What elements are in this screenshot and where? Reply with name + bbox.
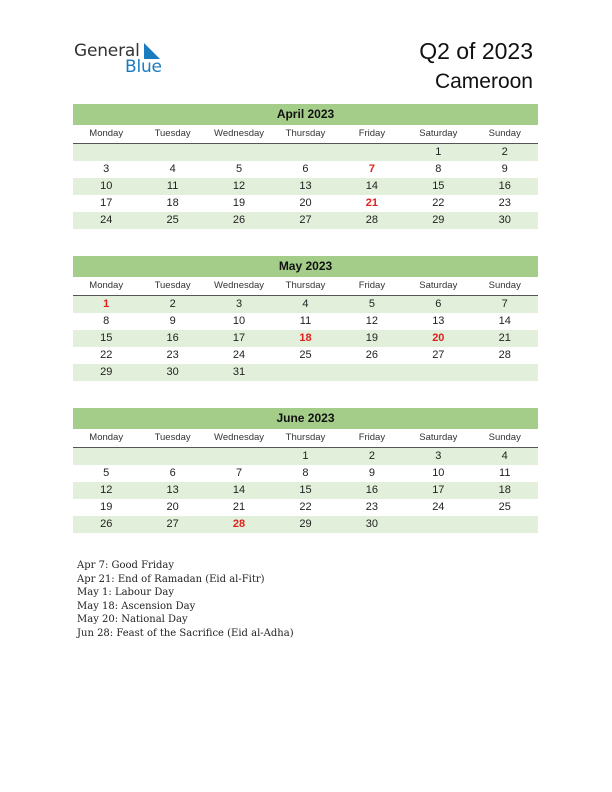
day-cell bbox=[339, 144, 405, 161]
day-cell: 8 bbox=[435, 163, 442, 175]
day-cell: 21 bbox=[232, 501, 246, 513]
day-cell: 11 bbox=[166, 180, 179, 192]
day-cell: 13 bbox=[432, 315, 445, 327]
day-cell: 19 bbox=[100, 501, 113, 513]
day-cell: 14 bbox=[498, 315, 511, 327]
brand-word-general: General bbox=[74, 41, 140, 61]
day-cell: 24 bbox=[232, 349, 246, 361]
week-row bbox=[73, 296, 538, 313]
day-cell: 8 bbox=[103, 315, 110, 327]
day-cell: 16 bbox=[166, 332, 179, 344]
day-cell: 13 bbox=[299, 180, 312, 192]
day-cell: 4 bbox=[501, 450, 508, 462]
day-cell: 17 bbox=[100, 197, 113, 209]
holiday-day-cell: 20 bbox=[432, 332, 445, 344]
day-cell: 11 bbox=[499, 467, 511, 479]
day-cell: 4 bbox=[169, 163, 176, 175]
week-row bbox=[73, 465, 538, 482]
day-cell: 21 bbox=[498, 332, 511, 344]
day-cell: 10 bbox=[432, 467, 445, 479]
day-cell bbox=[139, 144, 205, 161]
month-title: April 2023 bbox=[73, 104, 538, 125]
day-cell: 5 bbox=[235, 163, 243, 175]
month-may bbox=[73, 256, 538, 381]
day-cell: 3 bbox=[103, 163, 110, 175]
day-cell: 27 bbox=[299, 214, 312, 226]
holiday-note: May 20: National Day bbox=[77, 614, 188, 625]
day-cell: 28 bbox=[498, 349, 511, 361]
holiday-note: Apr 21: End of Ramadan (Eid al-Fitr) bbox=[77, 573, 265, 585]
day-cell: 2 bbox=[368, 450, 375, 462]
weekday-label: Sunday bbox=[488, 280, 521, 291]
week-row bbox=[73, 161, 538, 178]
day-cell: 19 bbox=[365, 332, 379, 344]
day-cell bbox=[405, 516, 471, 533]
weekday-label: Saturday bbox=[419, 432, 458, 443]
month-title: May 2023 bbox=[73, 256, 538, 277]
day-cell: 6 bbox=[435, 298, 442, 310]
week-row bbox=[73, 448, 538, 465]
day-cell: 10 bbox=[232, 315, 246, 327]
brand-logo bbox=[74, 41, 184, 81]
day-cell bbox=[206, 448, 272, 465]
day-cell: 26 bbox=[100, 518, 113, 530]
day-cell: 3 bbox=[235, 298, 243, 310]
month-june bbox=[73, 408, 538, 533]
weekday-label: Thursday bbox=[285, 432, 326, 443]
day-cell: 11 bbox=[299, 315, 312, 327]
day-cell: 25 bbox=[498, 501, 511, 513]
weekday-label: Thursday bbox=[285, 128, 326, 139]
day-cell: 2 bbox=[169, 298, 176, 310]
weekday-label: Tuesday bbox=[154, 128, 191, 139]
day-cell bbox=[339, 364, 405, 381]
day-cell: 20 bbox=[166, 501, 179, 513]
day-cell: 29 bbox=[100, 366, 113, 378]
day-cell bbox=[472, 516, 538, 533]
holiday-note: May 1: Labour Day bbox=[77, 587, 174, 598]
weekday-label: Tuesday bbox=[154, 432, 191, 443]
day-cell: 8 bbox=[302, 467, 309, 479]
day-cell: 23 bbox=[498, 197, 511, 209]
day-cell: 22 bbox=[299, 501, 312, 513]
weekday-label: Wednesday bbox=[214, 128, 265, 139]
day-cell: 2 bbox=[501, 146, 508, 158]
day-cell bbox=[73, 144, 139, 161]
day-cell: 30 bbox=[365, 518, 379, 530]
day-cell: 9 bbox=[368, 467, 375, 479]
day-cell bbox=[272, 364, 338, 381]
weekday-label: Friday bbox=[358, 128, 386, 139]
weekday-label: Saturday bbox=[419, 280, 458, 291]
week-row bbox=[73, 482, 538, 499]
day-cell bbox=[206, 144, 272, 161]
day-cell: 27 bbox=[166, 518, 179, 530]
weekday-label: Monday bbox=[89, 432, 124, 443]
week-row bbox=[73, 195, 538, 212]
day-cell: 13 bbox=[166, 484, 179, 496]
day-cell: 27 bbox=[432, 349, 445, 361]
day-cell: 28 bbox=[365, 214, 379, 226]
day-cell: 17 bbox=[232, 332, 246, 344]
day-cell: 4 bbox=[302, 298, 309, 310]
day-cell: 26 bbox=[365, 349, 379, 361]
day-cell bbox=[472, 364, 538, 381]
day-cell: 6 bbox=[169, 467, 176, 479]
brand-word-blue: Blue bbox=[125, 57, 162, 77]
weekday-label: Tuesday bbox=[154, 280, 191, 291]
day-cell: 30 bbox=[166, 366, 179, 378]
weekday-label: Monday bbox=[89, 280, 124, 291]
holiday-notes bbox=[77, 559, 294, 640]
weekday-label: Sunday bbox=[488, 432, 521, 443]
page-subtitle: Cameroon bbox=[434, 70, 533, 93]
weekday-label: Friday bbox=[358, 432, 386, 443]
day-cell: 1 bbox=[435, 146, 442, 158]
day-cell: 12 bbox=[100, 484, 113, 496]
day-cell: 9 bbox=[501, 163, 508, 175]
day-cell: 26 bbox=[232, 214, 246, 226]
day-cell: 20 bbox=[299, 197, 312, 209]
weekday-header-row bbox=[73, 429, 538, 448]
day-cell: 18 bbox=[498, 484, 511, 496]
weekday-label: Friday bbox=[358, 280, 386, 291]
day-cell: 14 bbox=[232, 484, 246, 496]
day-cell: 6 bbox=[302, 163, 309, 175]
day-cell: 24 bbox=[100, 214, 113, 226]
weekday-label: Wednesday bbox=[214, 432, 265, 443]
week-row bbox=[73, 516, 538, 533]
day-cell: 25 bbox=[299, 349, 312, 361]
week-row bbox=[73, 347, 538, 364]
week-row bbox=[73, 212, 538, 229]
day-cell: 16 bbox=[498, 180, 511, 192]
day-cell: 14 bbox=[365, 180, 379, 192]
day-cell: 9 bbox=[169, 315, 176, 327]
day-cell: 25 bbox=[166, 214, 179, 226]
day-cell: 3 bbox=[435, 450, 442, 462]
day-cell: 22 bbox=[100, 349, 113, 361]
weekday-header-row bbox=[73, 277, 538, 296]
week-row bbox=[73, 178, 538, 195]
week-row bbox=[73, 144, 538, 161]
week-row bbox=[73, 499, 538, 516]
day-cell: 15 bbox=[299, 484, 312, 496]
day-cell bbox=[73, 448, 139, 465]
day-cell: 30 bbox=[498, 214, 511, 226]
weekday-header-row bbox=[73, 125, 538, 144]
day-cell: 5 bbox=[103, 467, 110, 479]
day-cell: 12 bbox=[232, 180, 246, 192]
week-row bbox=[73, 330, 538, 347]
day-cell: 12 bbox=[365, 315, 379, 327]
weekday-label: Monday bbox=[89, 128, 124, 139]
weekday-label: Thursday bbox=[285, 280, 326, 291]
day-cell: 29 bbox=[432, 214, 445, 226]
day-cell: 17 bbox=[432, 484, 445, 496]
day-cell: 19 bbox=[232, 197, 246, 209]
page-title: Q2 of 2023 bbox=[419, 38, 533, 64]
holiday-note: Jun 28: Feast of the Sacrifice (Eid al-Adha) bbox=[77, 627, 294, 639]
day-cell: 1 bbox=[302, 450, 309, 462]
day-cell: 15 bbox=[100, 332, 113, 344]
holiday-note: May 18: Ascension Day bbox=[77, 600, 196, 612]
weekday-label: Saturday bbox=[419, 128, 458, 139]
week-row bbox=[73, 313, 538, 330]
month-title: June 2023 bbox=[73, 408, 538, 429]
holiday-day-cell: 18 bbox=[299, 332, 312, 344]
day-cell: 23 bbox=[365, 501, 379, 513]
weekday-label: Wednesday bbox=[214, 280, 265, 291]
weekday-label: Sunday bbox=[488, 128, 521, 139]
day-cell: 23 bbox=[166, 349, 179, 361]
holiday-day-cell: 1 bbox=[103, 298, 110, 310]
week-row bbox=[73, 364, 538, 381]
day-cell: 31 bbox=[232, 366, 246, 378]
day-cell: 29 bbox=[299, 518, 312, 530]
day-cell: 5 bbox=[368, 298, 375, 310]
day-cell bbox=[405, 364, 471, 381]
day-cell: 10 bbox=[100, 180, 113, 192]
day-cell: 18 bbox=[166, 197, 179, 209]
day-cell: 16 bbox=[365, 484, 379, 496]
holiday-day-cell: 21 bbox=[365, 197, 379, 209]
month-april bbox=[73, 104, 538, 229]
holiday-day-cell: 7 bbox=[368, 163, 375, 175]
holiday-day-cell: 28 bbox=[232, 518, 246, 530]
day-cell bbox=[272, 144, 338, 161]
day-cell: 24 bbox=[432, 501, 445, 513]
day-cell: 7 bbox=[235, 467, 243, 479]
day-cell: 7 bbox=[501, 298, 508, 310]
day-cell: 15 bbox=[432, 180, 445, 192]
day-cell bbox=[139, 448, 205, 465]
holiday-note: Apr 7: Good Friday bbox=[77, 560, 175, 571]
day-cell: 22 bbox=[432, 197, 445, 209]
